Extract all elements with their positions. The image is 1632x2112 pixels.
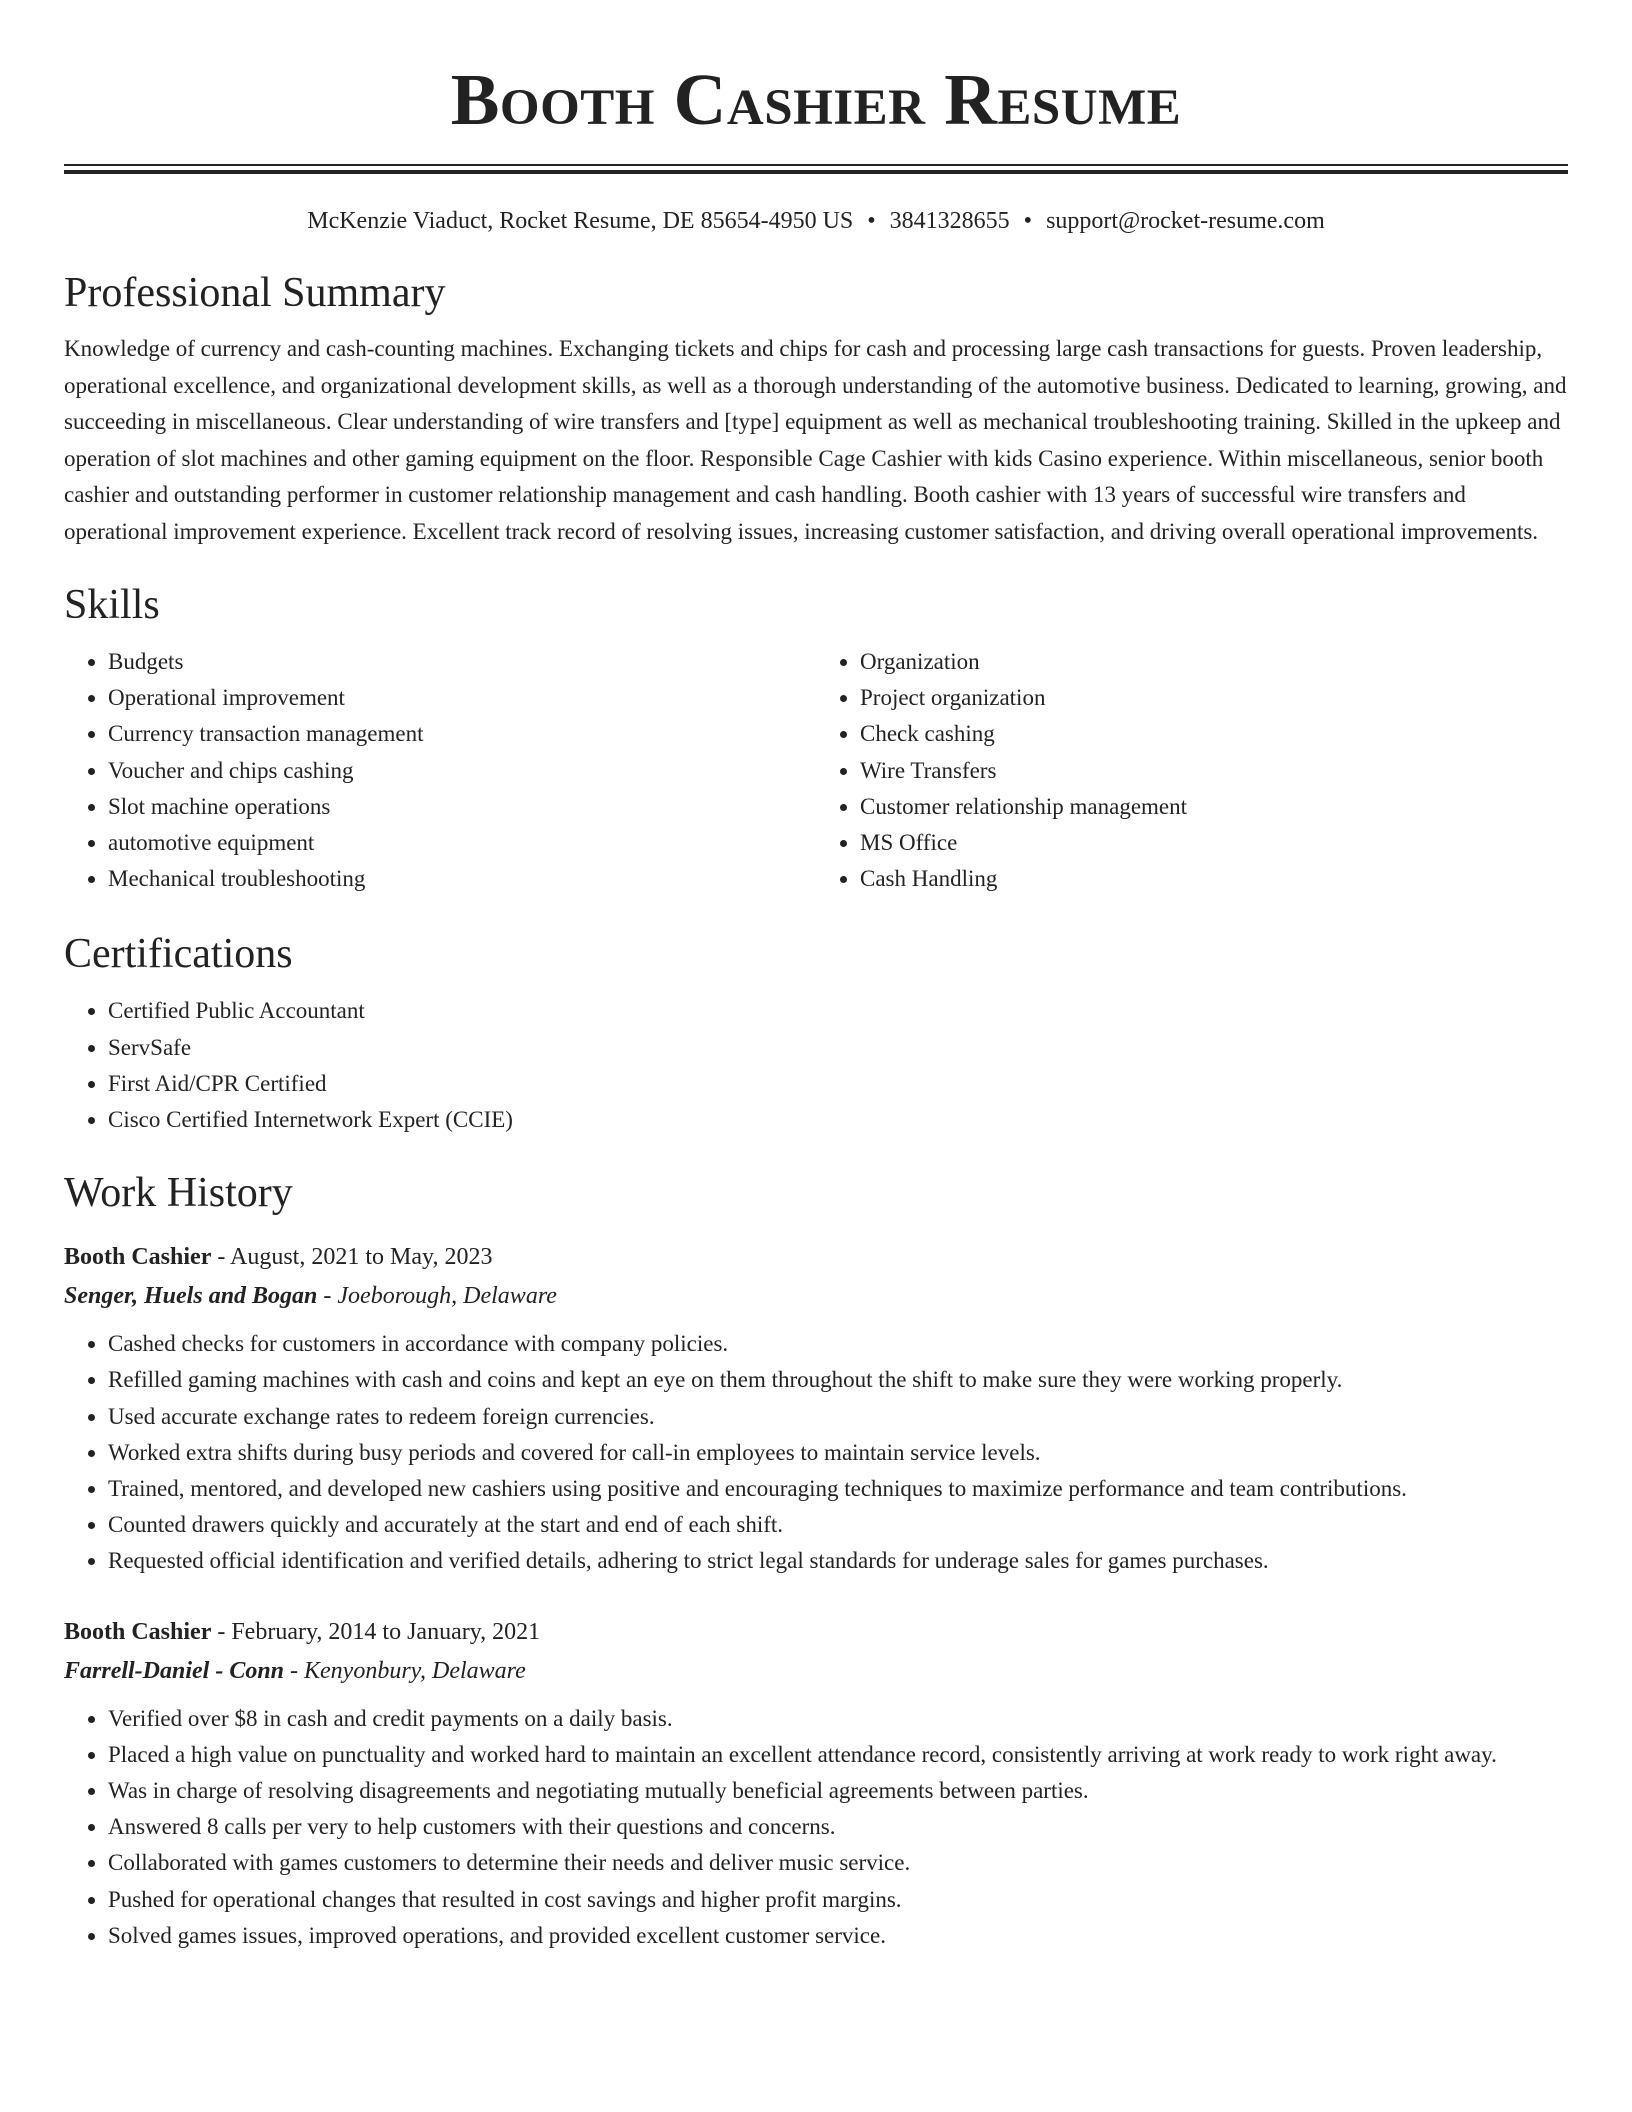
skill-item: • Customer relationship management bbox=[860, 789, 1568, 825]
skills-column-left bbox=[64, 644, 816, 897]
title-divider bbox=[64, 164, 1568, 174]
certification-item: • Certified Public Accountant bbox=[108, 993, 1568, 1029]
skill-item: • Wire Transfers bbox=[860, 753, 1568, 789]
skill-item: • Currency transaction management bbox=[108, 716, 816, 752]
job-bullet: • Refilled gaming machines with cash and coins and kept an eye on them throughout the shift to make sure they were working properly. bbox=[108, 1362, 1568, 1398]
job-company: Senger, Huels and Bogan bbox=[64, 1283, 318, 1310]
job-bullet: • Worked extra shifts during busy periods and covered for call-in employees to maintain service levels. bbox=[108, 1435, 1568, 1471]
job-bullet: • Cashed checks for customers in accordance with company policies. bbox=[108, 1326, 1568, 1362]
job-bullet: • Requested official identification and verified details, adhering to strict legal standards for underage sales for games purchases. bbox=[108, 1543, 1568, 1579]
skill-item: • Check cashing bbox=[860, 716, 1568, 752]
job-company: Farrell-Daniel - Conn bbox=[64, 1657, 285, 1684]
skills-list bbox=[64, 644, 1568, 897]
job-title: Booth Cashier bbox=[64, 1618, 212, 1645]
job-bullet: • Trained, mentored, and developed new cashiers using positive and encouraging techniques to maximize performance and team contributions. bbox=[108, 1471, 1568, 1507]
skill-item: • Mechanical troubleshooting bbox=[108, 861, 816, 897]
skill-item: • Operational improvement bbox=[108, 680, 816, 716]
contact-separator: • bbox=[867, 208, 876, 234]
job-location: - Joeborough, Delaware bbox=[317, 1283, 557, 1310]
certification-item: • First Aid/CPR Certified bbox=[108, 1066, 1568, 1102]
job-title-line bbox=[64, 1612, 1568, 1652]
job-company-line bbox=[64, 1652, 1568, 1690]
job-location: - Kenyonbury, Delaware bbox=[284, 1657, 526, 1684]
job-bullet: • Solved games issues, improved operations, and provided excellent customer service. bbox=[108, 1918, 1568, 1954]
certifications-heading: Certifications bbox=[64, 931, 293, 978]
job-bullet: • Pushed for operational changes that resulted in cost savings and higher profit margins. bbox=[108, 1882, 1568, 1918]
job-title-line bbox=[64, 1237, 1568, 1277]
job-bullet: • Collaborated with games customers to determine their needs and deliver music service. bbox=[108, 1845, 1568, 1881]
job-entry bbox=[64, 1237, 1568, 1579]
job-bullet: • Verified over $8 in cash and credit payments on a daily basis. bbox=[108, 1701, 1568, 1737]
job-dates: - February, 2014 to January, 2021 bbox=[211, 1618, 541, 1645]
skill-item: • Budgets bbox=[108, 644, 816, 680]
skill-item: • Cash Handling bbox=[860, 861, 1568, 897]
job-bullet: • Placed a high value on punctuality and worked hard to maintain an excellent attendance record, consistently arriving at work ready to work right away. bbox=[108, 1737, 1568, 1773]
job-bullet: • Answered 8 calls per very to help customers with their questions and concerns. bbox=[108, 1809, 1568, 1845]
skill-item: • Organization bbox=[860, 644, 1568, 680]
job-bullets bbox=[64, 1326, 1568, 1579]
job-bullet: • Was in charge of resolving disagreements and negotiating mutually beneficial agreements between parties. bbox=[108, 1773, 1568, 1809]
job-bullets bbox=[64, 1701, 1568, 1954]
skill-item: • automotive equipment bbox=[108, 825, 816, 861]
contact-line bbox=[64, 206, 1568, 236]
job-entry bbox=[64, 1612, 1568, 1954]
skill-item: • Project organization bbox=[860, 680, 1568, 716]
job-dates: - August, 2021 to May, 2023 bbox=[211, 1244, 493, 1271]
certification-item: • ServSafe bbox=[108, 1030, 1568, 1066]
job-bullet: • Used accurate exchange rates to redeem foreign currencies. bbox=[108, 1399, 1568, 1435]
skill-item: • Slot machine operations bbox=[108, 789, 816, 825]
job-company-line bbox=[64, 1277, 1568, 1315]
contact-separator: • bbox=[1023, 208, 1033, 234]
skill-item: • MS Office bbox=[860, 825, 1568, 861]
job-bullet: • Counted drawers quickly and accurately at the start and end of each shift. bbox=[108, 1507, 1568, 1543]
resume-title: Booth Cashier Resume bbox=[450, 59, 1182, 140]
certifications-list bbox=[64, 993, 1568, 1138]
contact-email: support@rocket-resume.com bbox=[1046, 208, 1325, 234]
job-title: Booth Cashier bbox=[64, 1244, 212, 1271]
contact-address: McKenzie Viaduct, Rocket Resume, DE 85654-4950 US bbox=[307, 208, 854, 234]
summary-heading: Professional Summary bbox=[64, 270, 446, 316]
skills-heading: Skills bbox=[64, 582, 160, 628]
skill-item: • Voucher and chips cashing bbox=[108, 753, 816, 789]
skills-column-right bbox=[816, 644, 1568, 897]
contact-phone: 3841328655 bbox=[889, 208, 1010, 234]
work-history-heading: Work History bbox=[64, 1170, 293, 1217]
summary-text: Knowledge of currency and cash-counting machines. Exchanging tickets and chips for cash and processing large cash transactions for guests. Proven leadership, operational excellence, and organizational development skills, as well as a thorough understanding of the automotive business. Dedicated to learning, growing, and succeeding in miscellaneous. Clear understanding of wire transfers and [type] equipment as well as mechanical troubleshooting training. Skilled in the upkeep and operation of slot machines and other gaming equipment on the floor. Responsible Cage Cashier with kids Casino experience. Within miscellaneous, senior booth cashier and outstanding performer in customer relationship management and cash handling. Booth cashier with 13 years of successful wire transfers and operational improvement experience. Excellent track record of resolving issues, increasing customer satisfaction, and driving overall operational improvements. bbox=[64, 336, 1567, 544]
certification-item: • Cisco Certified Internetwork Expert (CCIE) bbox=[108, 1102, 1568, 1138]
